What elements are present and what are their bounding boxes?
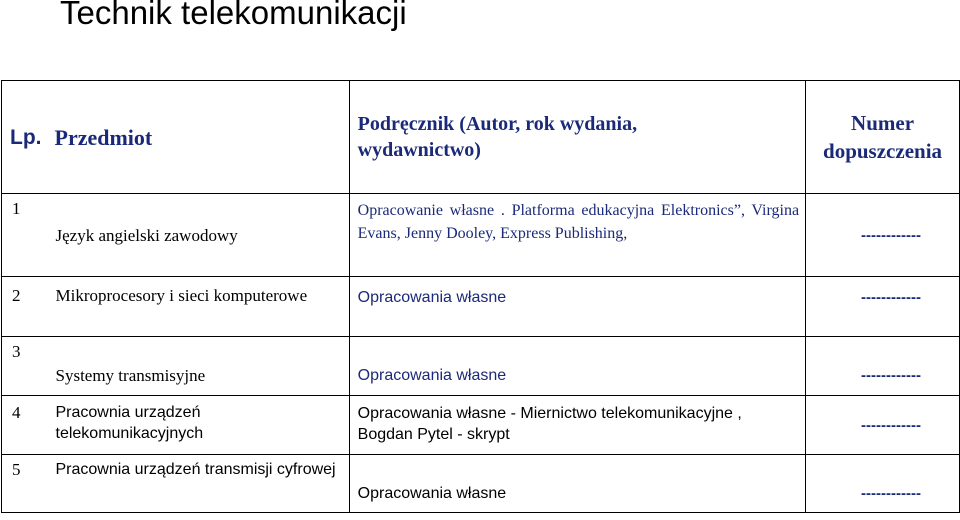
row-lp: 2 xyxy=(2,277,48,337)
row-textbook: Opracowania własne xyxy=(349,455,805,513)
header-number: Numer dopuszczenia xyxy=(806,81,960,194)
table-row xyxy=(2,396,960,455)
row-lp: 1 xyxy=(2,194,48,277)
row-textbook: Opracowania własne xyxy=(349,337,805,396)
row-number: ------------ xyxy=(806,396,960,455)
textbook-table xyxy=(1,80,960,513)
row-lp: 4 xyxy=(2,396,48,455)
row-subject: Systemy transmisyjne xyxy=(48,337,350,396)
row-textbook: Opracowanie własne . Platforma edukacyjna Elektronics”, Virgina Evans, Jenny Dooley, Express Publishing, xyxy=(349,194,805,277)
header-lp: Lp. xyxy=(2,81,48,194)
row-subject: Mikroprocesory i sieci komputerowe xyxy=(48,277,350,337)
page-title: Technik telekomunikacji xyxy=(60,0,407,31)
header-subject: Przedmiot xyxy=(48,81,350,194)
table-header-row xyxy=(2,81,960,194)
row-subject: Pracownia urządzeń telekomunikacyjnych xyxy=(48,396,350,455)
table-row xyxy=(2,337,960,396)
row-lp: 3 xyxy=(2,337,48,396)
row-lp: 5 xyxy=(2,455,48,513)
row-number: ------------ xyxy=(806,277,960,337)
header-textbook: Podręcznik (Autor, rok wydania, wydawnictwo) xyxy=(349,81,805,194)
row-textbook: Opracowania własne - Miernictwo telekomunikacyjne , Bogdan Pytel - skrypt xyxy=(349,396,805,455)
table-row xyxy=(2,455,960,513)
table-row xyxy=(2,277,960,337)
row-number: ------------ xyxy=(806,337,960,396)
row-subject: Pracownia urządzeń transmisji cyfrowej xyxy=(48,455,350,513)
row-textbook: Opracowania własne xyxy=(349,277,805,337)
table-row xyxy=(2,194,960,277)
row-subject: Język angielski zawodowy xyxy=(48,194,350,277)
row-number: ------------ xyxy=(806,455,960,513)
row-number: ------------ xyxy=(806,194,960,277)
